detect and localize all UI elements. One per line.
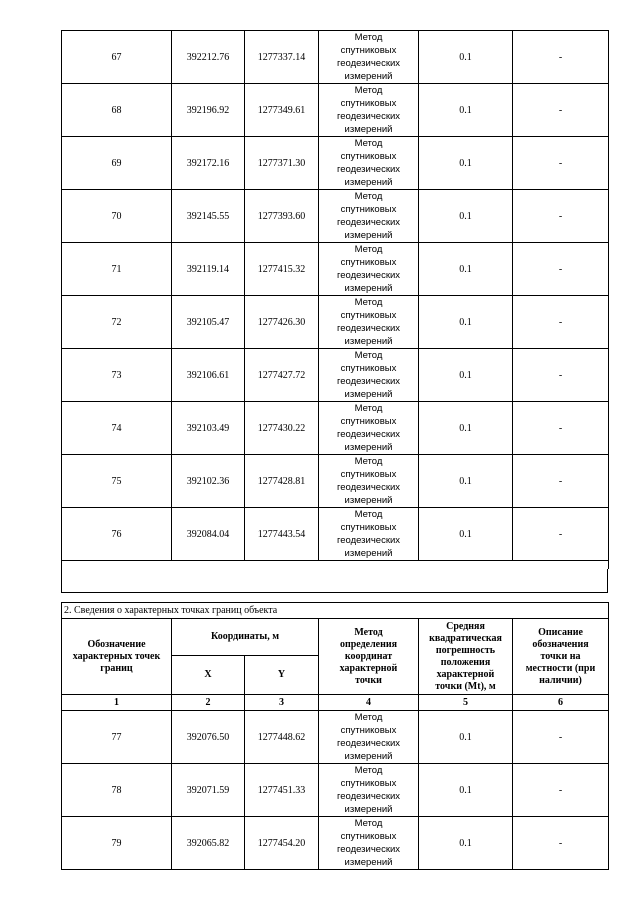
method-cell: [319, 455, 419, 508]
description-cell: -: [513, 243, 609, 296]
description-cell: -: [513, 137, 609, 190]
coord-y-cell: 1277430.22: [245, 402, 319, 455]
coord-x-cell: 392106.61: [172, 349, 245, 402]
header-line: Обозначение: [87, 638, 146, 650]
method-line: Метод: [354, 297, 383, 308]
mt-cell: 0.1: [419, 711, 513, 764]
table-row: [62, 349, 609, 402]
description-cell: -: [513, 711, 609, 764]
method-line: геодезических: [336, 58, 401, 69]
method-line: измерений: [344, 283, 393, 294]
method-line: геодезических: [336, 482, 401, 493]
point-id-cell: 73: [62, 349, 172, 402]
method-line: Метод: [354, 350, 383, 361]
header-line: Описание: [538, 626, 583, 638]
header-line: характерной: [436, 668, 495, 680]
coord-x-cell: 392076.50: [172, 711, 245, 764]
coord-x-cell: 392119.14: [172, 243, 245, 296]
header-line: наличии): [539, 674, 582, 686]
coord-y-cell: 1277428.81: [245, 455, 319, 508]
description-cell: -: [513, 455, 609, 508]
method-line: измерений: [344, 548, 393, 559]
header-line: Средняя: [446, 620, 485, 632]
points-table-continued: [61, 30, 609, 569]
point-id-cell: 79: [62, 817, 172, 870]
method-line: спутниковых: [340, 310, 397, 321]
point-id-cell: 71: [62, 243, 172, 296]
method-cell: [319, 508, 419, 561]
method-line: спутниковых: [340, 151, 397, 162]
table-row: [62, 243, 609, 296]
method-line: измерений: [344, 751, 393, 762]
method-line: спутниковых: [340, 204, 397, 215]
mt-cell: 0.1: [419, 508, 513, 561]
mt-cell: 0.1: [419, 137, 513, 190]
mt-cell: 0.1: [419, 243, 513, 296]
coord-x-cell: 392084.04: [172, 508, 245, 561]
method-line: измерений: [344, 389, 393, 400]
method-line: Метод: [354, 138, 383, 149]
description-cell: -: [513, 84, 609, 137]
header-line: обозначения: [532, 638, 589, 650]
point-id-cell: 68: [62, 84, 172, 137]
description-cell: -: [513, 349, 609, 402]
method-line: измерений: [344, 177, 393, 188]
section-spacer: [61, 569, 608, 593]
coord-y-cell: 1277451.33: [245, 764, 319, 817]
method-line: Метод: [354, 818, 383, 829]
header-line: характерной: [339, 662, 398, 674]
method-line: измерений: [344, 124, 393, 135]
method-line: спутниковых: [340, 416, 397, 427]
section2-title: 2. Сведения о характерных точках границ объекта: [62, 603, 609, 619]
method-line: геодезических: [336, 217, 401, 228]
header-line: точки (Mt), м: [435, 680, 496, 692]
mt-cell: 0.1: [419, 764, 513, 817]
coord-x-cell: 392196.92: [172, 84, 245, 137]
coord-y-cell: 1277448.62: [245, 711, 319, 764]
header-method: [319, 619, 419, 695]
method-line: спутниковых: [340, 522, 397, 533]
header-mt: [419, 619, 513, 695]
mt-cell: 0.1: [419, 296, 513, 349]
mt-cell: 0.1: [419, 190, 513, 243]
coord-y-cell: 1277337.14: [245, 31, 319, 84]
method-line: измерений: [344, 336, 393, 347]
method-line: спутниковых: [340, 778, 397, 789]
mt-cell: 0.1: [419, 817, 513, 870]
method-line: Метод: [354, 244, 383, 255]
coord-y-cell: 1277426.30: [245, 296, 319, 349]
mt-cell: 0.1: [419, 402, 513, 455]
method-line: спутниковых: [340, 469, 397, 480]
header-line: местности (при: [525, 662, 596, 674]
method-line: спутниковых: [340, 257, 397, 268]
header-row-1: [62, 619, 609, 656]
header-line: характерных точек: [72, 650, 161, 662]
coord-y-cell: 1277393.60: [245, 190, 319, 243]
point-id-cell: 75: [62, 455, 172, 508]
col-number: 1: [62, 695, 172, 711]
method-cell: [319, 764, 419, 817]
method-line: Метод: [354, 85, 383, 96]
table-row: [62, 296, 609, 349]
header-x: X: [172, 656, 245, 695]
coord-x-cell: 392172.16: [172, 137, 245, 190]
method-line: измерений: [344, 442, 393, 453]
header-line: точки на: [540, 650, 581, 662]
col-number: 6: [513, 695, 609, 711]
method-line: геодезических: [336, 844, 401, 855]
table-row: [62, 137, 609, 190]
document-page: [61, 30, 608, 870]
method-line: геодезических: [336, 323, 401, 334]
description-cell: -: [513, 31, 609, 84]
table-row: [62, 84, 609, 137]
description-cell: -: [513, 296, 609, 349]
method-cell: [319, 243, 419, 296]
method-line: геодезических: [336, 791, 401, 802]
method-line: спутниковых: [340, 725, 397, 736]
method-line: геодезических: [336, 429, 401, 440]
header-desc: [513, 619, 609, 695]
description-cell: -: [513, 764, 609, 817]
description-cell: -: [513, 190, 609, 243]
coord-x-cell: 392145.55: [172, 190, 245, 243]
point-id-cell: 74: [62, 402, 172, 455]
method-line: Метод: [354, 32, 383, 43]
table-row: [62, 190, 609, 243]
mt-cell: 0.1: [419, 455, 513, 508]
method-cell: [319, 31, 419, 84]
mt-cell: 0.1: [419, 84, 513, 137]
header-line: точки: [355, 674, 382, 686]
method-line: Метод: [354, 403, 383, 414]
mt-cell: 0.1: [419, 349, 513, 402]
coord-x-cell: 392071.59: [172, 764, 245, 817]
table-gap-row: [62, 561, 609, 570]
header-y: Y: [245, 656, 319, 695]
point-id-cell: 70: [62, 190, 172, 243]
method-line: Метод: [354, 191, 383, 202]
method-cell: [319, 817, 419, 870]
coord-x-cell: 392102.36: [172, 455, 245, 508]
method-line: измерений: [344, 495, 393, 506]
coord-y-cell: 1277443.54: [245, 508, 319, 561]
coord-y-cell: 1277415.32: [245, 243, 319, 296]
header-coords: Координаты, м: [172, 619, 319, 656]
point-id-cell: 77: [62, 711, 172, 764]
header-designation: [62, 619, 172, 695]
coord-x-cell: 392065.82: [172, 817, 245, 870]
method-line: измерений: [344, 230, 393, 241]
coord-y-cell: 1277349.61: [245, 84, 319, 137]
method-cell: [319, 296, 419, 349]
method-cell: [319, 190, 419, 243]
method-line: измерений: [344, 804, 393, 815]
table-row: [62, 31, 609, 84]
table-row: [62, 817, 609, 870]
method-cell: [319, 711, 419, 764]
header-line: определения: [339, 638, 398, 650]
col-number: 2: [172, 695, 245, 711]
point-id-cell: 76: [62, 508, 172, 561]
point-id-cell: 72: [62, 296, 172, 349]
method-line: спутниковых: [340, 363, 397, 374]
header-line: координат: [344, 650, 393, 662]
section2-title-row: [62, 603, 609, 619]
header-line: Метод: [354, 626, 383, 638]
method-line: геодезических: [336, 270, 401, 281]
method-line: спутниковых: [340, 831, 397, 842]
method-line: измерений: [344, 857, 393, 868]
header-line: погрешность: [435, 644, 496, 656]
section2-table: [61, 602, 609, 870]
header-line: квадратическая: [429, 632, 502, 644]
coord-x-cell: 392103.49: [172, 402, 245, 455]
point-id-cell: 67: [62, 31, 172, 84]
method-cell: [319, 349, 419, 402]
method-line: геодезических: [336, 164, 401, 175]
header-line: границ: [100, 662, 133, 674]
method-line: измерений: [344, 71, 393, 82]
coord-x-cell: 392212.76: [172, 31, 245, 84]
method-line: геодезических: [336, 111, 401, 122]
mt-cell: 0.1: [419, 31, 513, 84]
table-row: [62, 402, 609, 455]
method-line: спутниковых: [340, 45, 397, 56]
coord-y-cell: 1277454.20: [245, 817, 319, 870]
table-row: [62, 508, 609, 561]
table-row: [62, 455, 609, 508]
table-row: [62, 711, 609, 764]
method-line: Метод: [354, 456, 383, 467]
description-cell: -: [513, 817, 609, 870]
coord-y-cell: 1277427.72: [245, 349, 319, 402]
method-cell: [319, 137, 419, 190]
col-number: 5: [419, 695, 513, 711]
col-number: 3: [245, 695, 319, 711]
point-id-cell: 69: [62, 137, 172, 190]
description-cell: -: [513, 402, 609, 455]
method-line: геодезических: [336, 535, 401, 546]
column-numbers-row: [62, 695, 609, 711]
coord-y-cell: 1277371.30: [245, 137, 319, 190]
coord-x-cell: 392105.47: [172, 296, 245, 349]
point-id-cell: 78: [62, 764, 172, 817]
method-line: Метод: [354, 712, 383, 723]
table-row: [62, 764, 609, 817]
method-line: Метод: [354, 765, 383, 776]
header-line: положения: [440, 656, 491, 668]
method-line: спутниковых: [340, 98, 397, 109]
col-number: 4: [319, 695, 419, 711]
method-line: Метод: [354, 509, 383, 520]
method-cell: [319, 402, 419, 455]
method-cell: [319, 84, 419, 137]
method-line: геодезических: [336, 738, 401, 749]
method-line: геодезических: [336, 376, 401, 387]
description-cell: -: [513, 508, 609, 561]
